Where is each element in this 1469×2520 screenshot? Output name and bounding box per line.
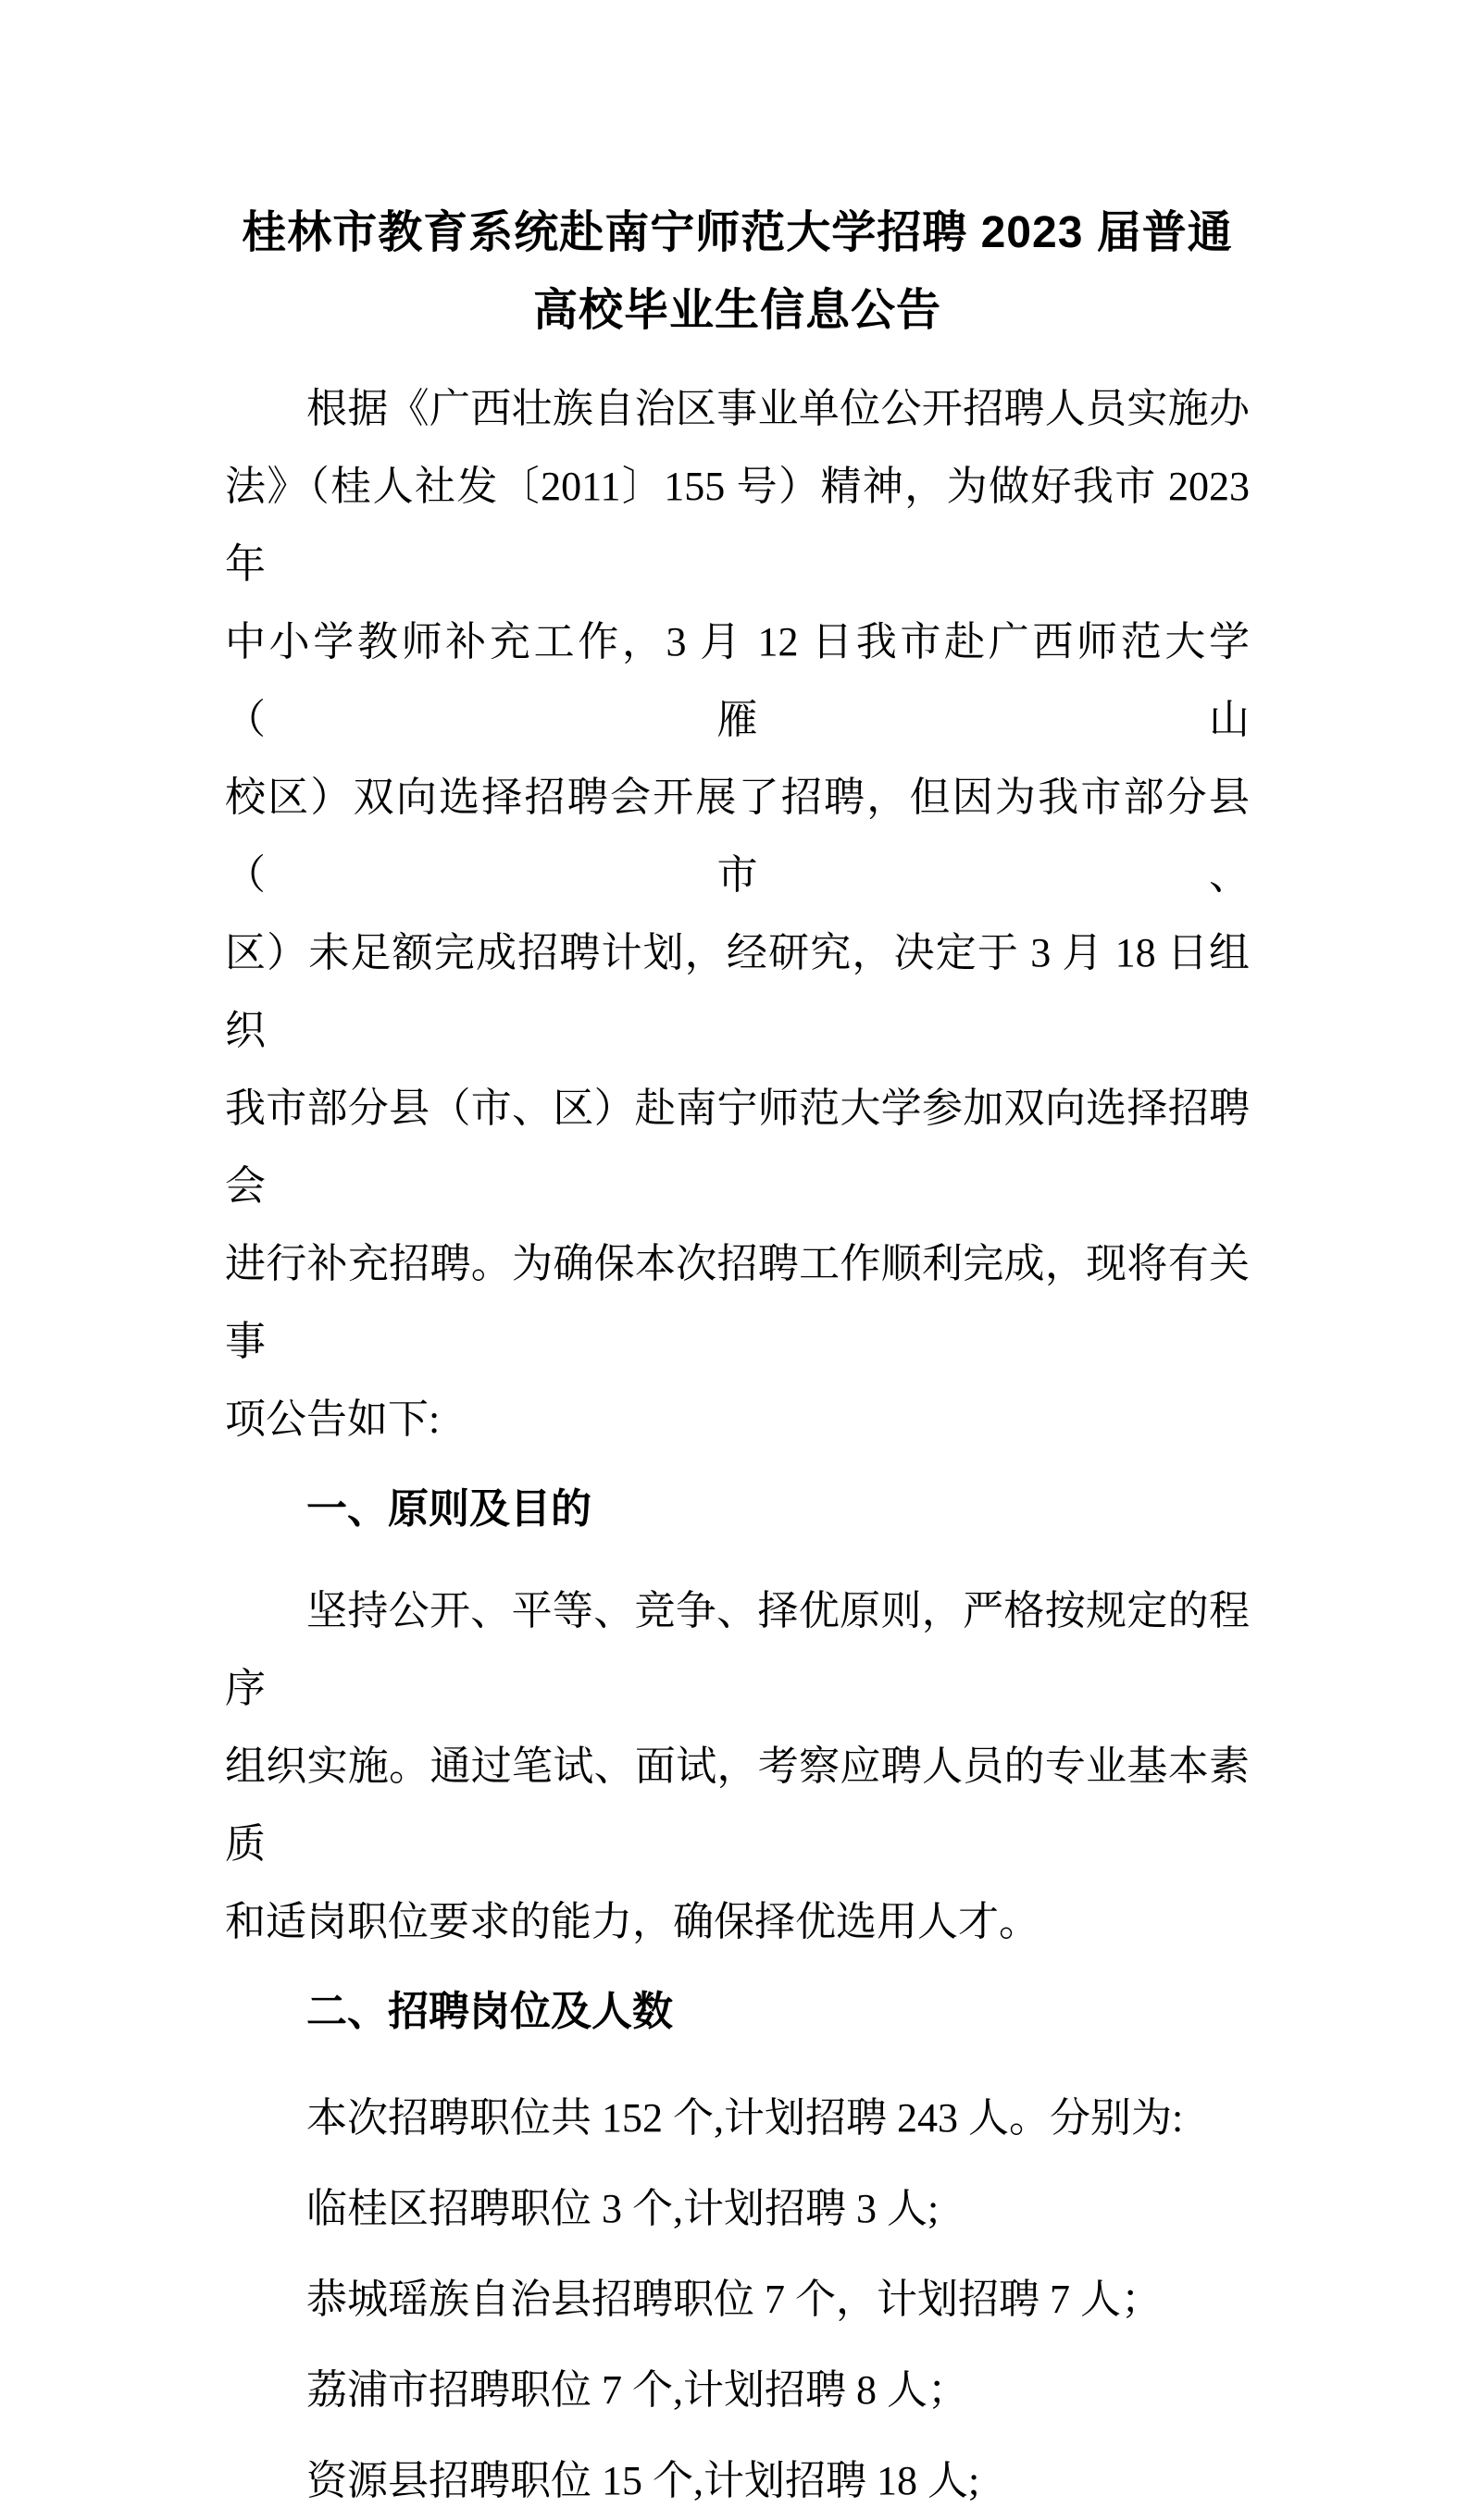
document-page: [0, 194, 1469, 2503]
paragraph-line: 区）未足额完成招聘计划，经研究，决定于 3 月 18 日组织: [225, 930, 1250, 1053]
paragraph-line: 校区）双向选择招聘会开展了招聘，但因为我市部分县（市、: [225, 775, 1250, 898]
paragraph-line: 项公告如下:: [225, 1397, 441, 1442]
principles-paragraph: [225, 1572, 1250, 1961]
paragraph-line: 法》（桂人社发〔2011〕155 号）精神，为做好我市 2023 年: [225, 464, 1250, 587]
positions-summary: 本次招聘职位共 152 个,计划招聘 243 人。分别为:: [306, 2095, 1184, 2141]
paragraph-line: 和适岗职位要求的能力，确保择优选用人才。: [225, 1899, 1040, 1944]
list-item-gongcheng: 恭城瑶族自治县招聘职位 7 个，计划招聘 7 人；: [306, 2277, 1162, 2322]
title-line-1: 桂林市教育系统赴南宁师范大学招聘 2023 届普通: [242, 208, 1233, 257]
paragraph-line: 根据《广西壮族自治区事业单位公开招聘人员实施办: [306, 386, 1250, 431]
list-item-ziyuan: 资源县招聘职位 15 个,计划招聘 18 人;: [306, 2458, 980, 2503]
list-item-lipu: 荔浦市招聘职位 7 个,计划招聘 8 人；: [306, 2367, 968, 2413]
paragraph-line: 中小学教师补充工作，3 月 12 日我市赴广西师范大学（雁山: [225, 619, 1250, 742]
paragraph-line: 坚持公开、平等、竞争、择优原则，严格按规定的程序: [225, 1588, 1250, 1711]
paragraph-line: 进行补充招聘。为确保本次招聘工作顺利完成，现将有关事: [225, 1241, 1250, 1364]
paragraph-line: 组织实施。通过笔试、面试，考察应聘人员的专业基本素质: [225, 1744, 1250, 1867]
list-item-lingui: 临桂区招聘职位 3 个,计划招聘 3 人;: [306, 2186, 940, 2231]
paragraph-line: 我市部分县（市、区）赴南宁师范大学参加双向选择招聘会: [225, 1086, 1250, 1209]
document-title: [225, 194, 1250, 350]
document-content: [225, 194, 1250, 2520]
positions-list: [225, 2079, 1250, 2520]
section-heading-positions: 二、招聘岗位及人数: [306, 1989, 673, 2034]
section-heading-principles: 一、原则及目的: [306, 1486, 591, 1532]
title-line-2: 高校毕业生信息公告: [532, 286, 941, 335]
intro-paragraph: [225, 370, 1250, 1459]
